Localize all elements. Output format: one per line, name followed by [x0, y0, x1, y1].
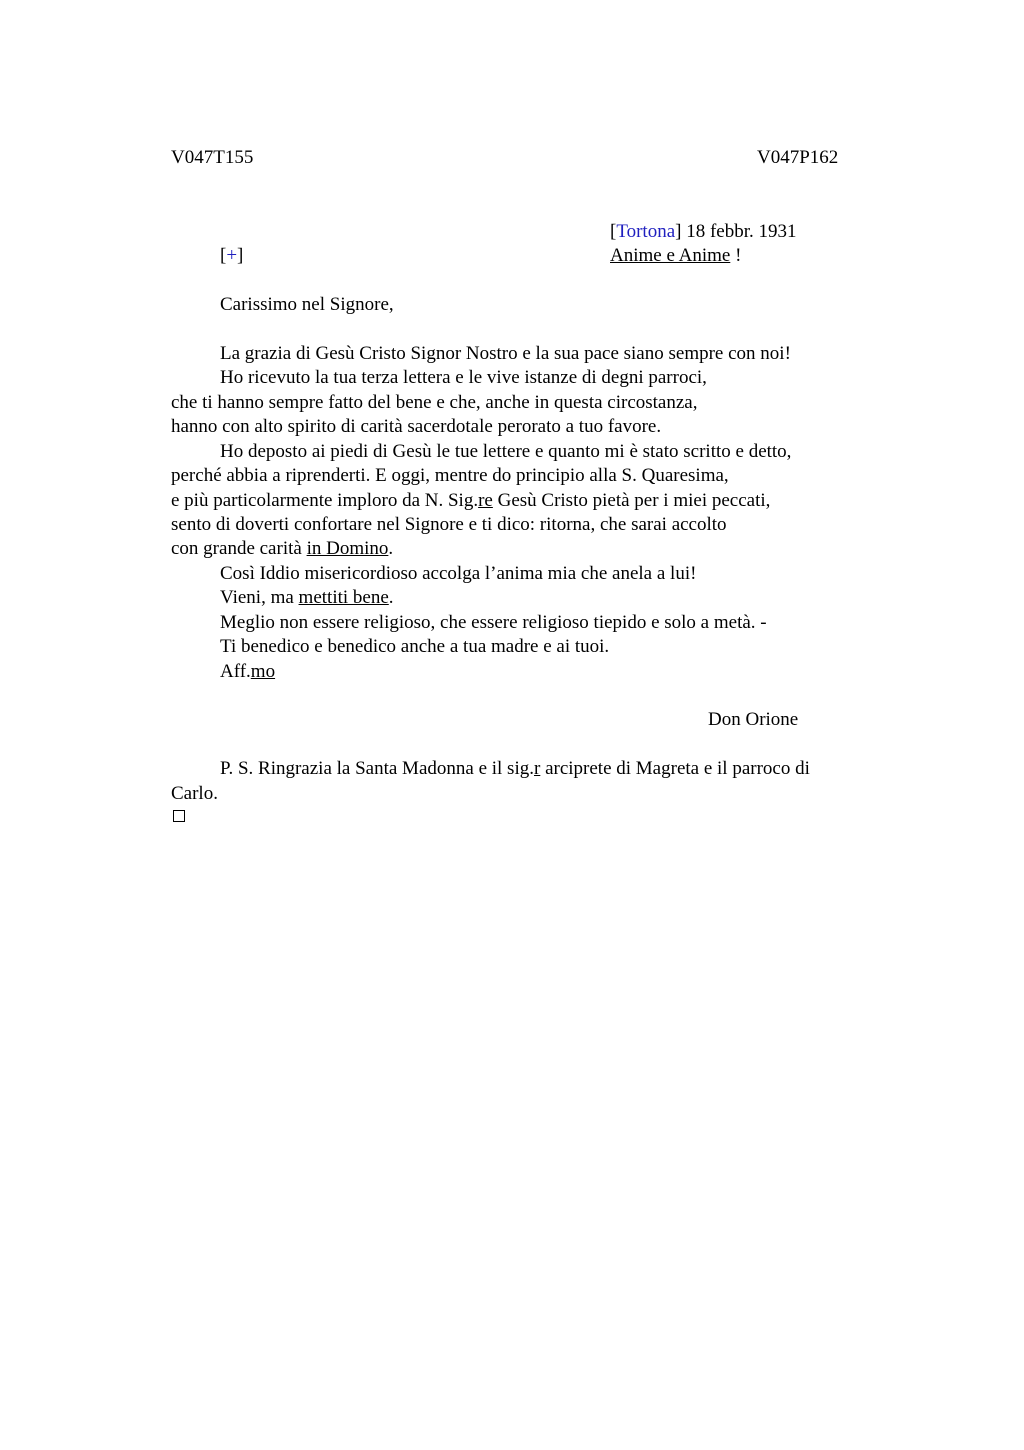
body-line: Ho deposto ai piedi di Gesù le tue lettere e quanto mi è stato scritto e detto, [220, 441, 792, 462]
body-line: Ti benedico e benedico anche a tua madre e ai tuoi. [220, 636, 610, 657]
body-line: perché abbia a riprenderti. E oggi, mentre do principio alla S. Quaresima, [171, 465, 729, 486]
body-line: hanno con alto spirito di carità sacerdotale perorato a tuo favore. [171, 416, 662, 437]
body-line: e più particolarmente imploro da N. Sig.re Gesù Cristo pietà per i miei peccati, [171, 490, 771, 511]
cross-mark: [+] [220, 245, 244, 266]
body-line: La grazia di Gesù Cristo Signor Nostro e la sua pace siano sempre con noi! [220, 343, 791, 364]
body-line: Così Iddio misericordioso accolga l’anima mia che anela a lui! [220, 563, 697, 584]
body-line: Ho ricevuto la tua terza lettera e le vive istanze di degni parroci, [220, 367, 707, 388]
body-line: sento di doverti confortare nel Signore e ti dico: ritorna, che sarai accolto [171, 514, 727, 535]
postscript-line: Carlo. [171, 783, 218, 804]
body-line: con grande carità in Domino. [171, 538, 394, 559]
place-date: [Tortona] 18 febbr. 1931 [610, 221, 797, 242]
body-line: che ti hanno sempre fatto del bene e che, anche in questa circostanza, [171, 392, 698, 413]
closing: Aff.mo [220, 661, 276, 682]
cross-icon: + [226, 245, 238, 266]
signature: Don Orione [708, 709, 799, 730]
motto: Anime e Anime ! [610, 245, 742, 266]
place-name: Tortona [616, 221, 676, 242]
document-code-left: V047T155 [171, 147, 254, 168]
body-line: Meglio non essere religioso, che essere religioso tiepido e solo a metà. - [220, 612, 767, 633]
body-line: Vieni, ma mettiti bene. [220, 587, 394, 608]
postscript-line: P. S. Ringrazia la Santa Madonna e il sig.r arciprete di Magreta e il parroco di [220, 758, 810, 779]
document-code-right: V047P162 [757, 147, 839, 168]
salutation: Carissimo nel Signore, [220, 294, 394, 315]
letter-date: 18 febbr. 1931 [686, 221, 797, 242]
end-square-icon [173, 810, 185, 822]
